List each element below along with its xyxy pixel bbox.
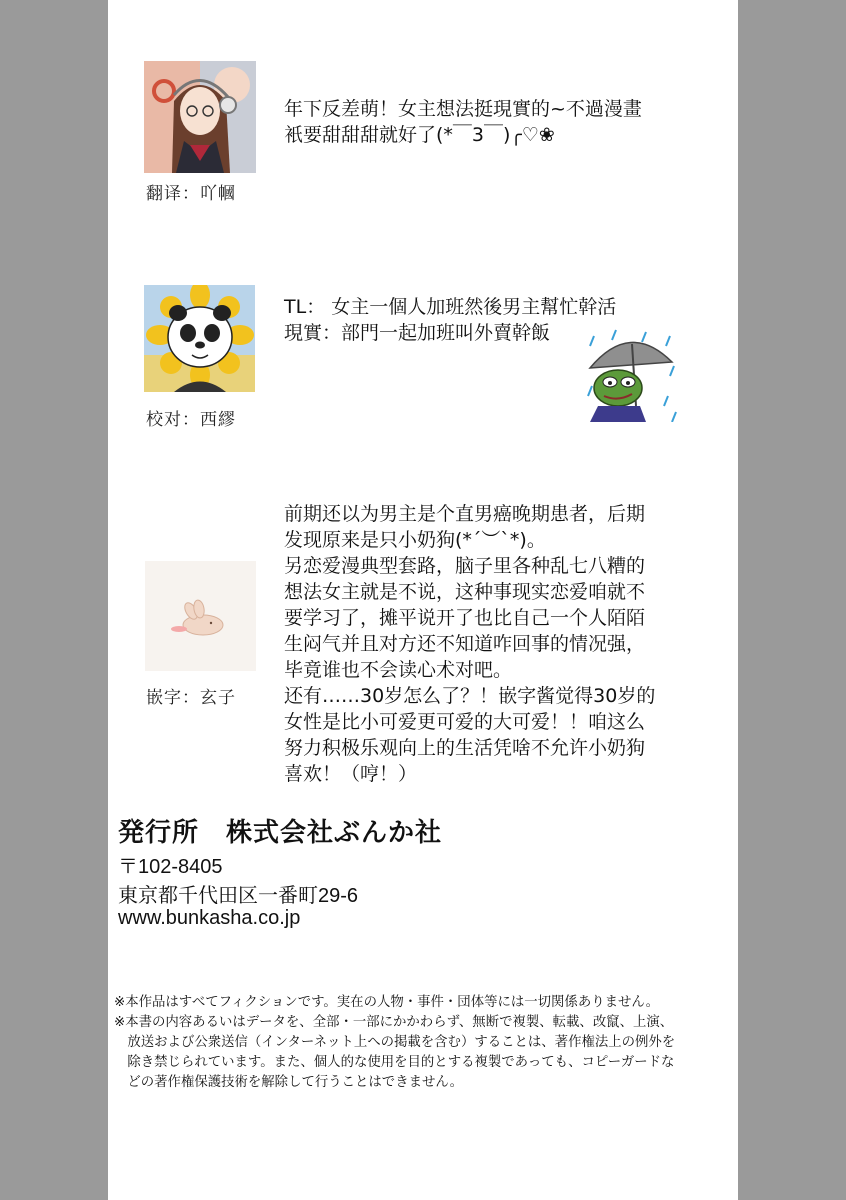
typesetter-credit: 嵌字：玄子 xyxy=(146,688,236,708)
comment-line: 想法女主就是不说，这种事现实恋爱咱就不 xyxy=(284,581,646,603)
typesetter-comment xyxy=(284,501,655,787)
notice-line: ※本作品はすべてフィクションです。実在の人物・事件・団体等には一切関係ありません。 xyxy=(114,995,659,1010)
comment-line: 还有……30岁怎么了？！嵌字酱觉得30岁的 xyxy=(284,685,656,707)
comment-line: 年下反差萌！女主想法挺現實的~不過漫畫 xyxy=(284,98,642,120)
anime-girl-avatar-icon xyxy=(144,61,256,173)
comment-line: 現實：部門一起加班叫外賣幹飯 xyxy=(284,322,551,344)
notice-line: 除き禁じられています。また、個人的な使用を目的とする複製であっても、コピーガードな xyxy=(114,1055,675,1070)
frog-umbrella-sticker-icon xyxy=(586,326,680,422)
proofreader-comment xyxy=(284,294,616,346)
comment-line: TL： 女主一個人加班然後男主幫忙幹活 xyxy=(284,296,617,318)
publisher-url: www.bunkasha.co.jp xyxy=(118,907,301,929)
comment-line: 要学习了，摊平说开了也比自己一个人陌陌 xyxy=(284,607,646,629)
proofreader-credit: 校对：西繆 xyxy=(146,410,236,430)
comment-line: 衹要甜甜甜就好了(*￣3￣)╭♡❀ xyxy=(284,124,555,146)
comment-line: 另恋爱漫典型套路，脑子里各种乱七八糟的 xyxy=(284,555,646,577)
notice-line: 放送および公衆送信（インターネット上への掲載を含む）することは、著作権法上の例外を xyxy=(114,1035,676,1050)
comment-line: 生闷气并且对方还不知道咋回事的情况强， xyxy=(284,633,646,655)
comment-line: 努力积极乐观向上的生活凭啥不允许小奶狗 xyxy=(284,737,646,759)
notice-line: どの著作権保護技術を解除して行うことはできません。 xyxy=(114,1075,463,1090)
comment-line: 女性是比小可爱更可爱的大可爱！！咱这么 xyxy=(284,711,646,733)
comment-line: 毕竟谁也不会读心术对吧。 xyxy=(284,659,513,681)
comment-line: 前期还以为男主是个直男癌晚期患者，后期 xyxy=(284,503,646,525)
translator-comment xyxy=(284,96,642,148)
publisher-name: 発行所 株式会社ぶんか社 xyxy=(118,817,443,847)
legal-notice xyxy=(114,993,675,1093)
panda-sunflower-avatar-icon xyxy=(144,285,255,392)
comment-line: 喜欢！（哼！） xyxy=(284,763,418,785)
sleeping-bunny-avatar-icon xyxy=(145,561,256,671)
translator-credit: 翻译：吖幗 xyxy=(146,184,236,204)
comment-line: 发现原来是只小奶狗(*´︶`*)。 xyxy=(284,529,546,551)
notice-line: ※本書の内容あるいはデータを、全部・一部にかかわらず、無断で複製、転載、改竄、上演、 xyxy=(114,1015,674,1030)
publisher-postal-code: 〒102-8405 xyxy=(118,856,223,878)
publisher-address: 東京都千代田区一番町29-6 xyxy=(118,885,359,907)
